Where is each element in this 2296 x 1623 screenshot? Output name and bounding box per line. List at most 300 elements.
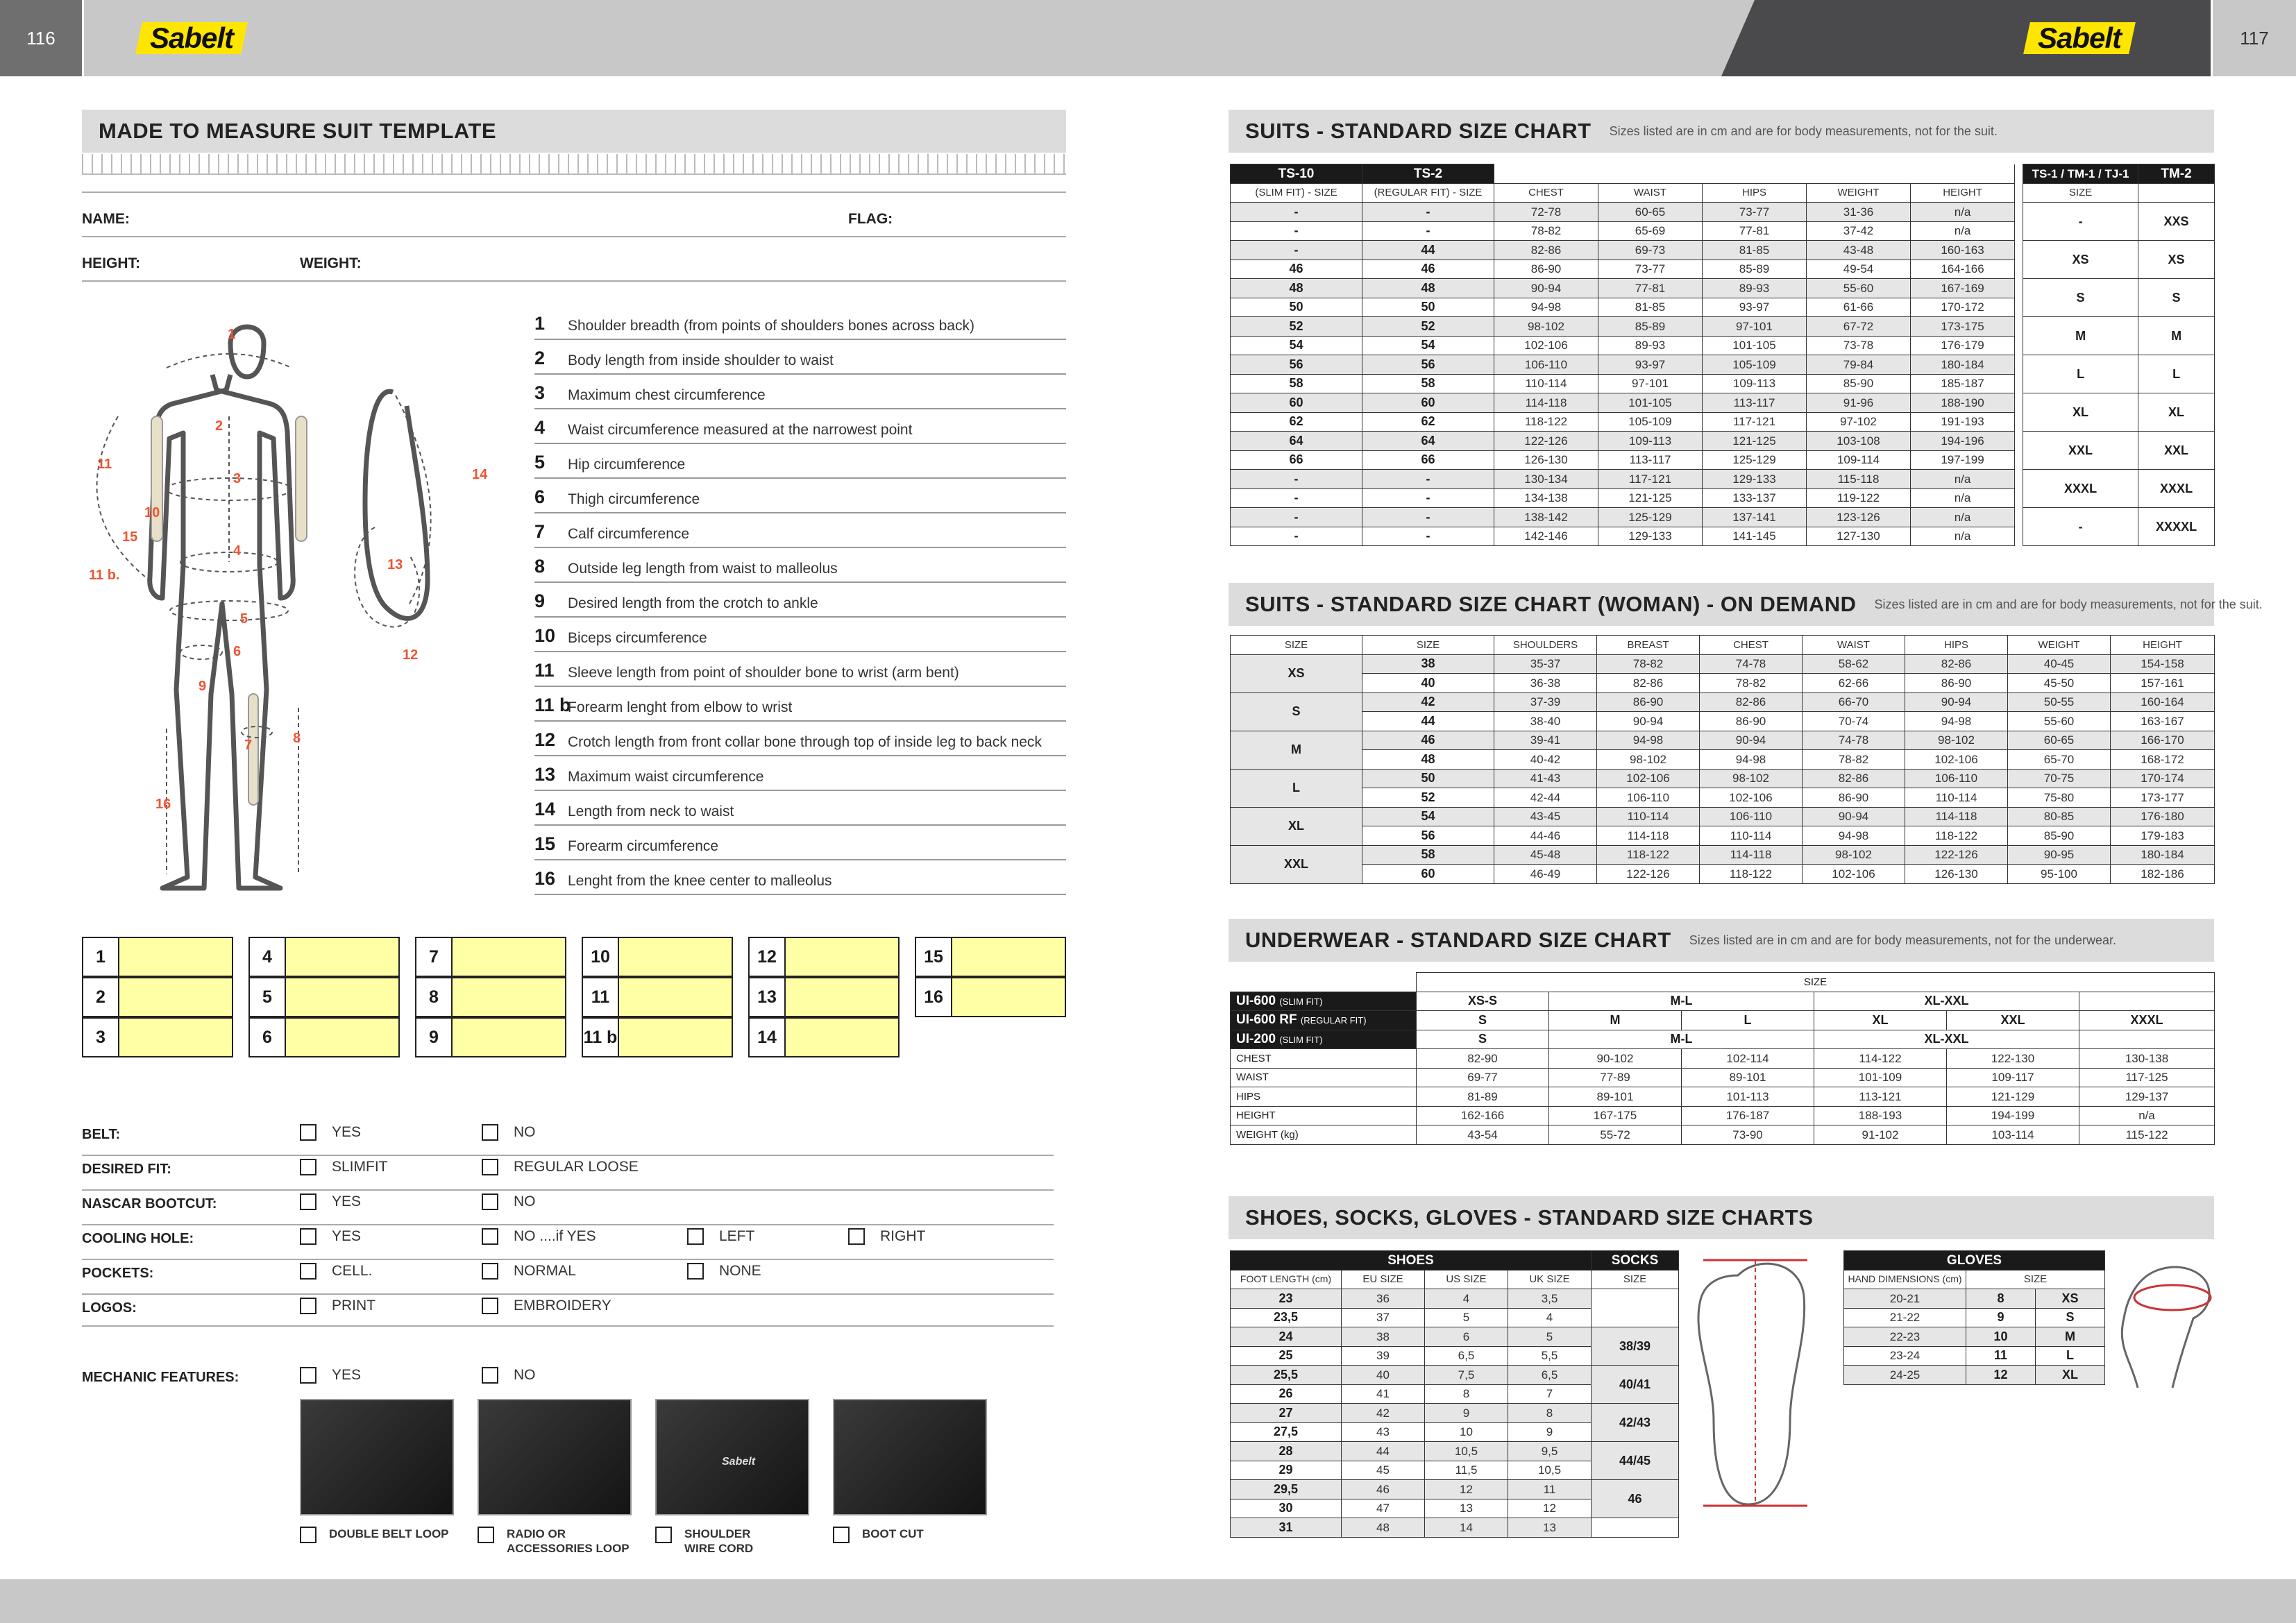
woman-header: HEIGHT (2111, 636, 2215, 655)
measurement-row (534, 375, 1066, 409)
uw-size: S (1417, 1011, 1549, 1030)
woman-cell: 98-102 (1905, 731, 2008, 750)
option-checkbox[interactable] (300, 1159, 388, 1175)
suits-cell: 50 (1362, 298, 1494, 317)
box-input-12[interactable] (786, 938, 898, 976)
mechanic-line: RADIO OR (507, 1527, 566, 1540)
woman-cell: 55-60 (2008, 712, 2111, 731)
suits-cell: 94-98 (1494, 298, 1598, 317)
shoes-cell: 25 (1231, 1346, 1342, 1366)
checkbox-icon[interactable] (848, 1228, 865, 1245)
suits-cell: 180-184 (1911, 355, 2015, 375)
shoes-cell: 7 (1508, 1384, 1592, 1404)
uw-size: M-L (1549, 992, 1814, 1011)
suits-cell: 101-105 (1703, 336, 1807, 355)
suits-cell: n/a (1911, 488, 2015, 508)
suits-cell: n/a (1911, 221, 2015, 241)
suits-group-cell: M (2138, 317, 2215, 355)
spacer (2015, 203, 2023, 222)
shoes-cell: 10,5 (1425, 1442, 1508, 1461)
suits-cell: 37-42 (1807, 221, 1911, 241)
shoes-cell: 26 (1231, 1384, 1342, 1404)
woman-group-cell: S (1231, 692, 1362, 731)
woman-cell: 176-180 (2111, 807, 2215, 826)
suits-cell: 44 (1362, 241, 1494, 260)
woman-row (1231, 865, 2215, 884)
photo-logo: Sabelt (722, 1456, 756, 1468)
woman-cell: 42-44 (1494, 788, 1597, 808)
suits-group-cell: S (2138, 279, 2215, 317)
shoes-cell: 8 (1508, 1404, 1592, 1423)
page-number-right: 117 (2213, 0, 2296, 76)
checkbox-icon[interactable] (655, 1527, 672, 1543)
option-checkbox[interactable] (482, 1124, 536, 1141)
suits-cell: 85-89 (1703, 260, 1807, 279)
woman-cell: 42 (1362, 692, 1494, 712)
suits-cell: 46 (1231, 260, 1362, 279)
woman-cell: 82-86 (1803, 769, 1905, 788)
box-input-11b[interactable] (619, 1019, 732, 1056)
uw-cell: 101-113 (1682, 1087, 1814, 1107)
woman-header: WEIGHT (2008, 636, 2111, 655)
suits-group-cell: - (2023, 203, 2138, 241)
measurement-text: Crotch length from front collar bone through top of inside leg to back neck (568, 734, 1042, 750)
box-input-11[interactable] (619, 978, 732, 1016)
suits-cell: 93-97 (1598, 355, 1703, 375)
checkbox-icon[interactable] (833, 1527, 850, 1543)
measurement-text: Maximum waist circumference (568, 769, 764, 785)
suits-cell: 31-36 (1807, 203, 1911, 222)
suits-size-table: TS-10 TS-2 TS-1 / TM-1 / TJ-1 TM-2 (SLIM FIT) - SIZE (REGULAR FIT) - SIZE CHEST WAIST HIPS WEIGHT HEIGHT SIZE - - 72-78 60-65 73-77 31-36 n/a - XXS - - 78-82 65-69 77-81 37-42 n/a - 44 82-86 69-73 81-85 43-48 160-163 XS XS 46 46 86-90 73-77 85-89 49-54 164-166 48 48 90-94 77-81 89-93 55-60 167-169 S S 50 50 94-98 81-85 93-97 61-66 170-172 52 52 98-102 85-89 97-101 67-72 173-175 M M 54 54 102-106 89-93 101-105 73-78 176-179 56 56 106-110 93-97 105-109 79-84 180-184 L L 58 58 110-114 97-101 109-113 85-90 185-187 60 60 114-118 101-105 113-117 91-96 188-190 XL XL 62 62 118-122 105-109 117-121 97-102 191-193 64 64 122-126 109-113 121-125 103-108 194-196 XXL XXL 66 66 126-130 113-117 125-129 109-114 197-199 - - 130-134 117-121 129-133 115-118 n/a XXXL XXXL - - 134-138 121-125 133-137 119-122 n/a - - 138-142 125-129 137-141 123-126 n/a - XXXXL - - 142-146 129-133 141-145 127-130 n/a (1230, 164, 2215, 546)
svg-text:4: 4 (233, 543, 242, 559)
option-text: NONE (719, 1263, 761, 1279)
uw-label: WAIST (1231, 1068, 1417, 1087)
shoes-cell: 25,5 (1231, 1366, 1342, 1385)
option-checkbox[interactable] (300, 1298, 375, 1314)
suits-group-cell: M (2023, 317, 2138, 355)
spacer (2015, 260, 2023, 279)
woman-row (1231, 807, 2215, 826)
uw-model-name (1231, 1030, 1417, 1049)
suits-cell: 77-81 (1703, 221, 1807, 241)
spacer (2015, 336, 2023, 355)
gloves-cell: 12 (1966, 1366, 2036, 1385)
spacer (2015, 374, 2023, 393)
box-input-9[interactable] (453, 1019, 565, 1056)
option-checkbox[interactable] (848, 1228, 925, 1245)
measurement-row (534, 409, 1066, 444)
suits-cell: 73-77 (1703, 203, 1807, 222)
woman-cell: 94-98 (1597, 731, 1700, 750)
suits-cell: 61-66 (1807, 298, 1911, 317)
woman-cell: 102-106 (1597, 769, 1700, 788)
box-input-6[interactable] (286, 1019, 398, 1056)
suits-cell: 113-117 (1703, 393, 1807, 413)
suits-cell: 197-199 (1911, 450, 2015, 470)
box-input-13[interactable] (786, 978, 898, 1016)
suits-cell: 82-86 (1494, 241, 1598, 260)
suits-cell: 60 (1362, 393, 1494, 413)
suits-group-cell: XXL (2138, 432, 2215, 470)
shoes-cell: 44 (1342, 1442, 1425, 1461)
measurement-row (534, 860, 1066, 895)
gloves-cell: 24-25 (1844, 1366, 1966, 1385)
suits-cell: 52 (1362, 317, 1494, 337)
checkbox-icon[interactable] (300, 1263, 316, 1280)
svg-text:16: 16 (155, 797, 171, 812)
mechanic-checkbox[interactable] (478, 1527, 630, 1556)
option-text: PRINT (332, 1298, 375, 1314)
rule (82, 1155, 1054, 1156)
socks-blank (1592, 1289, 1679, 1327)
option-checkbox[interactable] (482, 1298, 611, 1314)
box-input-10[interactable] (619, 938, 732, 976)
shoes-cell: 10,5 (1508, 1461, 1592, 1480)
suits-cell: 77-81 (1598, 279, 1703, 298)
suits-cell: 176-179 (1911, 336, 2015, 355)
mechanic-checkbox[interactable] (655, 1527, 753, 1556)
checkbox-icon[interactable] (300, 1159, 316, 1175)
suits-cell: 90-94 (1494, 279, 1598, 298)
flag-label: FLAG: (848, 211, 893, 227)
shoes-cell: 36 (1342, 1289, 1425, 1309)
gloves-row (1844, 1327, 2105, 1347)
mechanic-line: WIRE CORD (684, 1542, 754, 1555)
suits-cell: 126-130 (1494, 450, 1598, 470)
spacer (2015, 298, 2023, 317)
suits-cell: 64 (1362, 432, 1494, 451)
socks-cell: 42/43 (1592, 1404, 1679, 1442)
measurement-box (248, 1017, 400, 1057)
mechanic-checkbox[interactable] (833, 1527, 924, 1543)
checkbox-icon[interactable] (300, 1193, 316, 1210)
gloves-cell: L (2036, 1346, 2105, 1366)
suits-group-cell: XS (2138, 241, 2215, 279)
spacer (2015, 221, 2023, 241)
socks-cell: 40/41 (1592, 1366, 1679, 1404)
gloves-cell: 8 (1966, 1289, 2036, 1309)
suits-cell: 114-118 (1494, 393, 1598, 413)
box-number: 10 (583, 938, 619, 976)
measurement-row (534, 652, 1066, 687)
measurement-box (415, 977, 566, 1017)
option-text: YES (332, 1193, 362, 1209)
checkbox-icon[interactable] (300, 1228, 316, 1245)
measurement-text: Biceps circumference (568, 630, 707, 646)
checkbox-icon[interactable] (687, 1263, 704, 1280)
gloves-cell: S (2036, 1308, 2105, 1327)
option-checkbox[interactable] (482, 1367, 536, 1384)
option-checkbox[interactable] (687, 1228, 754, 1245)
woman-cell: 40-42 (1494, 750, 1597, 770)
woman-row (1231, 712, 2215, 731)
suits-cell: - (1362, 203, 1494, 222)
checkbox-icon[interactable] (482, 1124, 498, 1141)
suits-cell: 118-122 (1494, 412, 1598, 432)
suits-row (1231, 470, 2215, 489)
underwear-chart-heading: UNDERWEAR - STANDARD SIZE CHART Sizes listed are in cm and are for body measurements, not for the underwear. (1229, 919, 2214, 962)
uw-cell: 114-122 (1814, 1049, 1947, 1069)
suits-group-cell: XXXL (2023, 470, 2138, 508)
uw-size-label: SIZE (1417, 973, 2215, 992)
gloves-cell: M (2036, 1327, 2105, 1347)
gloves-cell: 10 (1966, 1327, 2036, 1347)
suits-cell: 170-172 (1911, 298, 2015, 317)
suits-cell: 138-142 (1494, 508, 1598, 527)
uw-size: M-L (1549, 1030, 1814, 1049)
spacer (2015, 241, 2023, 260)
woman-cell: 60-65 (2008, 731, 2111, 750)
suits-group-cell: L (2138, 355, 2215, 393)
suits-cell: 52 (1231, 317, 1362, 337)
shoes-cell: 48 (1342, 1518, 1425, 1538)
woman-header: CHEST (1700, 636, 1803, 655)
shoes-cell: 13 (1425, 1499, 1508, 1518)
measurement-row (534, 722, 1066, 756)
option-text: YES (332, 1124, 362, 1140)
uw-cell: 115-122 (2079, 1125, 2215, 1145)
woman-header: SHOULDERS (1494, 636, 1597, 655)
suits-cell: 66 (1231, 450, 1362, 470)
option-text: CELL. (332, 1263, 373, 1279)
suits-group-cell: XXL (2023, 432, 2138, 470)
woman-cell: 45-50 (2008, 674, 2111, 693)
woman-cell: 102-106 (1803, 865, 1905, 884)
option-checkbox[interactable] (482, 1263, 576, 1280)
woman-row (1231, 750, 2215, 770)
suits-group-cell: - (2023, 508, 2138, 546)
box-input-5[interactable] (286, 978, 398, 1016)
measurement-text: Hip circumference (568, 457, 686, 473)
shoes-cell: 47 (1342, 1499, 1425, 1518)
option-label: MECHANIC FEATURES: (82, 1370, 239, 1385)
woman-header: HIPS (1905, 636, 2008, 655)
suits-cell: 142-146 (1494, 527, 1598, 546)
suits-cell: 81-85 (1703, 241, 1807, 260)
woman-cell: 98-102 (1803, 845, 1905, 865)
uw-cell: 82-90 (1417, 1049, 1549, 1069)
option-checkbox[interactable] (482, 1193, 536, 1210)
mechanic-photo (833, 1399, 987, 1515)
woman-cell: 82-86 (1700, 692, 1803, 712)
shoes-cell: 6,5 (1508, 1366, 1592, 1385)
woman-cell: 106-110 (1905, 769, 2008, 788)
suits-cell: n/a (1911, 508, 2015, 527)
svg-text:5: 5 (240, 611, 248, 627)
uw-model-row (1231, 1030, 2215, 1049)
suits-cell: 129-133 (1703, 470, 1807, 489)
woman-cell: 98-102 (1700, 769, 1803, 788)
suits-cell: 78-82 (1494, 221, 1598, 241)
measurement-number: 1 (534, 313, 546, 334)
checkbox-icon[interactable] (300, 1527, 316, 1543)
shoes-cell: 24 (1231, 1327, 1342, 1347)
box-input-3[interactable] (119, 1019, 232, 1056)
option-label: NASCAR BOOTCUT: (82, 1196, 217, 1212)
checkbox-icon[interactable] (300, 1298, 316, 1314)
uw-label: CHEST (1231, 1049, 1417, 1069)
uw-cell: 113-121 (1814, 1087, 1947, 1107)
suits-cell: 85-90 (1807, 374, 1911, 393)
woman-cell: 94-98 (1803, 826, 1905, 846)
uw-size: XL-XXL (1814, 992, 2079, 1011)
uw-row (1231, 1049, 2215, 1069)
uw-cell: 176-187 (1682, 1106, 1814, 1125)
woman-row (1231, 654, 2215, 674)
measurement-number: 9 (534, 590, 546, 611)
suits-cell: 106-110 (1494, 355, 1598, 375)
shoes-row (1231, 1480, 1679, 1499)
option-checkbox[interactable] (300, 1124, 361, 1141)
box-input-2[interactable] (119, 978, 232, 1016)
box-input-8[interactable] (453, 978, 565, 1016)
shoes-chart-heading: SHOES, SOCKS, GLOVES - STANDARD SIZE CHARTS (1229, 1196, 2214, 1239)
option-checkbox[interactable] (300, 1367, 361, 1384)
option-checkbox[interactable] (300, 1193, 361, 1210)
svg-text:11: 11 (97, 457, 112, 472)
uw-cell: 162-166 (1417, 1106, 1549, 1125)
suits-cell: 65-69 (1598, 221, 1703, 241)
option-label: POCKETS: (82, 1266, 154, 1281)
measurement-box (415, 1017, 566, 1057)
box-input-1[interactable] (119, 938, 232, 976)
sabelt-logo-right: Sabelt (2023, 22, 2136, 54)
measurement-row (534, 305, 1066, 340)
checkbox-icon[interactable] (300, 1367, 316, 1384)
box-input-7[interactable] (453, 938, 565, 976)
box-input-14[interactable] (786, 1019, 898, 1056)
svg-text:6: 6 (233, 644, 242, 659)
shoes-cell: 38 (1342, 1327, 1425, 1347)
measurement-box (582, 937, 733, 977)
mechanic-text (684, 1527, 753, 1556)
shoes-row (1231, 1327, 1679, 1347)
suits-cell: 56 (1231, 355, 1362, 375)
measurement-number: 10 (534, 625, 556, 646)
checkbox-icon[interactable] (482, 1298, 498, 1314)
woman-cell: 94-98 (1905, 712, 2008, 731)
shoes-cell: 12 (1425, 1480, 1508, 1499)
box-number: 8 (416, 978, 453, 1016)
woman-cell: 50 (1362, 769, 1494, 788)
suits-cell: 93-97 (1703, 298, 1807, 317)
box-number: 14 (750, 1019, 786, 1056)
suits-cell: 46 (1362, 260, 1494, 279)
checkbox-icon[interactable] (482, 1159, 498, 1175)
woman-cell: 58 (1362, 845, 1494, 865)
shoes-cell: 11,5 (1425, 1461, 1508, 1480)
option-checkbox[interactable] (687, 1263, 761, 1280)
measurement-row (534, 687, 1066, 722)
shoes-row (1231, 1518, 1679, 1538)
mechanic-checkbox[interactable] (300, 1527, 449, 1543)
suits-cell: - (1231, 488, 1362, 508)
suits-row (1231, 393, 2215, 413)
suits-cell: 56 (1362, 355, 1494, 375)
suits-cell: - (1231, 508, 1362, 527)
uw-row (1231, 1068, 2215, 1087)
mechanic-line: SHOULDER (684, 1527, 751, 1540)
measurement-box (748, 1017, 900, 1057)
model-fit: (SLIM FIT) (1279, 996, 1323, 1007)
checkbox-icon[interactable] (482, 1263, 498, 1280)
box-input-16[interactable] (952, 978, 1065, 1016)
shoes-cell: 42 (1342, 1404, 1425, 1423)
mechanic-text (329, 1527, 449, 1541)
checkbox-icon[interactable] (300, 1124, 316, 1141)
measurement-box (248, 977, 400, 1017)
suits-group-cell: S (2023, 279, 2138, 317)
option-text: NORMAL (514, 1263, 576, 1279)
measurement-text: Desired length from the crotch to ankle (568, 595, 818, 611)
shoes-cell: 9 (1425, 1404, 1508, 1423)
uw-cell: 130-138 (2079, 1049, 2215, 1069)
header-dark-band (1721, 0, 2213, 76)
woman-cell: 86-90 (1700, 712, 1803, 731)
option-checkbox[interactable] (482, 1228, 596, 1245)
suits-cell: 188-190 (1911, 393, 2015, 413)
uw-size: M (1549, 1011, 1682, 1030)
shoes-row (1231, 1289, 1679, 1309)
measurement-box (415, 937, 566, 977)
suits-cell: 55-60 (1807, 279, 1911, 298)
svg-text:7: 7 (244, 738, 253, 753)
uw-row (1231, 1087, 2215, 1107)
shoes-row (1231, 1366, 1679, 1385)
box-input-4[interactable] (286, 938, 398, 976)
measurement-text: Maximum chest circumference (568, 387, 766, 403)
checkbox-icon[interactable] (482, 1193, 498, 1210)
shoes-cell: 6 (1425, 1327, 1508, 1347)
suits-cell: 58 (1362, 374, 1494, 393)
woman-cell: 40 (1362, 674, 1494, 693)
svg-text:9: 9 (199, 679, 207, 694)
woman-header: WAIST (1803, 636, 1905, 655)
option-checkbox[interactable] (300, 1228, 361, 1245)
woman-cell: 102-106 (1700, 788, 1803, 808)
spacer (2015, 393, 2023, 413)
uw-size: XS-S (1417, 992, 1549, 1011)
box-number: 7 (416, 938, 453, 976)
suits-cell: 102-106 (1494, 336, 1598, 355)
suits-cell: 91-96 (1807, 393, 1911, 413)
suits-cell: - (1231, 241, 1362, 260)
woman-cell: 90-94 (1803, 807, 1905, 826)
mechanic-text (507, 1527, 630, 1556)
suits-cell: 191-193 (1911, 412, 2015, 432)
model-fit: (REGULAR FIT) (1300, 1015, 1367, 1026)
checkbox-icon[interactable] (478, 1527, 494, 1543)
uw-label: HEIGHT (1231, 1106, 1417, 1125)
checkbox-icon[interactable] (482, 1228, 498, 1245)
gloves-row (1844, 1289, 2105, 1309)
woman-cell: 110-114 (1905, 788, 2008, 808)
suits-cell: 97-101 (1703, 317, 1807, 337)
box-input-15[interactable] (952, 938, 1065, 976)
checkbox-icon[interactable] (687, 1228, 704, 1245)
spacer (2015, 488, 2023, 508)
shoes-cell: 13 (1508, 1518, 1592, 1538)
measurement-row (534, 583, 1066, 618)
option-checkbox[interactable] (482, 1159, 639, 1175)
measurement-row (534, 444, 1066, 479)
checkbox-icon[interactable] (482, 1367, 498, 1384)
suits-row (1231, 241, 2215, 260)
measurement-text: Waist circumference measured at the narrowest point (568, 422, 913, 438)
shoes-cell: 5 (1425, 1308, 1508, 1327)
suits-cell: 122-126 (1494, 432, 1598, 451)
option-checkbox[interactable] (300, 1263, 372, 1280)
